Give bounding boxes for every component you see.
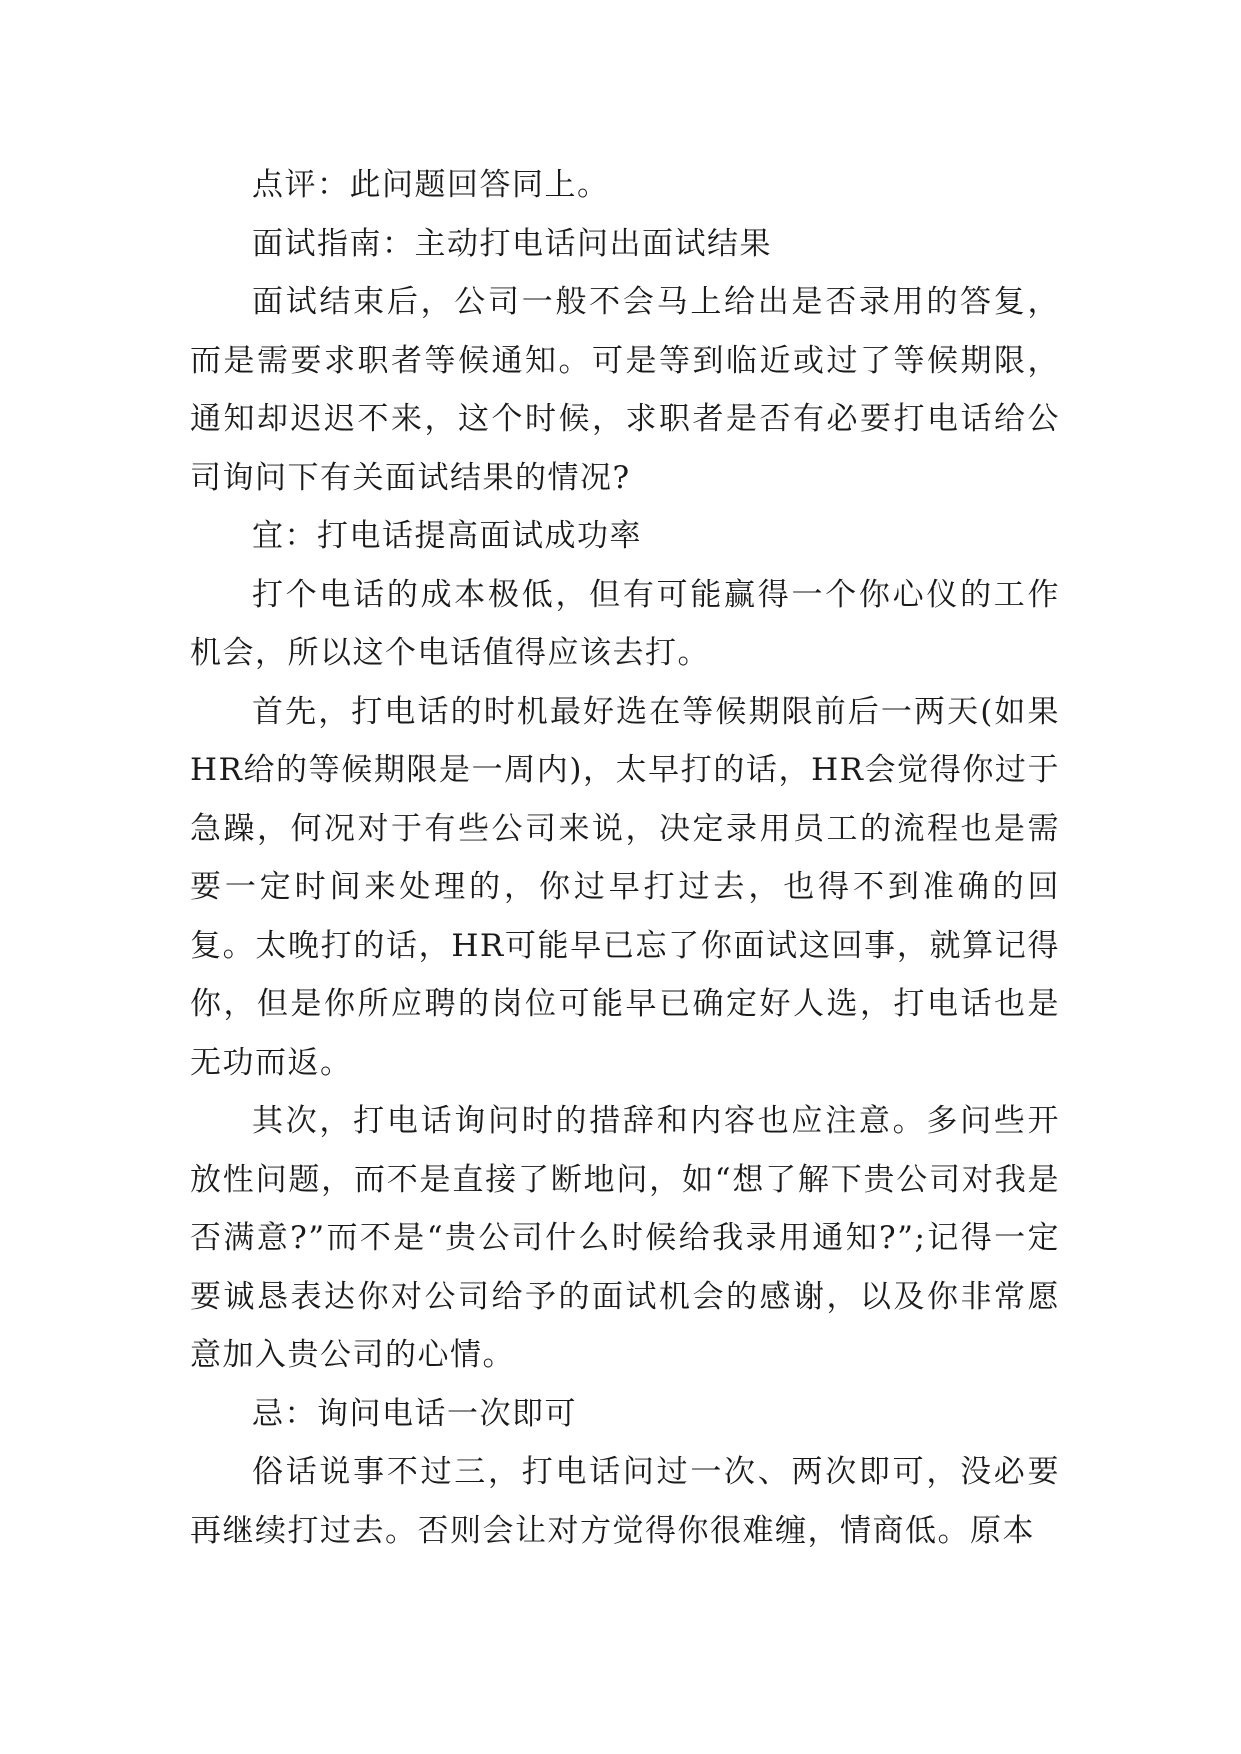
- paragraph-do-heading: 宜：打电话提高面试成功率: [252, 518, 642, 554]
- paragraph-intro: 面试结束后，公司一般不会马上给出是否录用的答复，而是需要求职者等候通知。可是等到临近或过了等候期限，通知却迟迟不来，这个时候，求职者是否有必要打电话给公司询问下有关面试结果的情况?: [190, 284, 1060, 496]
- paragraph-wording: 其次，打电话询问时的措辞和内容也应注意。多问些开放性问题，而不是直接了断地问，如“想了解下贵公司对我是否满意?”而不是“贵公司什么时候给我录用通知?”;记得一定要诚恳表达你对公司给予的面试机会的感谢，以及你非常愿意加入贵公司的心情。: [190, 1103, 1060, 1373]
- paragraph-proverb: 俗话说事不过三，打电话问过一次、两次即可，没必要再继续打过去。否则会让对方觉得你很难缠，情商低。原本: [190, 1454, 1060, 1549]
- paragraph-review: 点评：此问题回答同上。: [252, 167, 610, 203]
- paragraph-timing: 首先，打电话的时机最好选在等候期限前后一两天(如果HR给的等候期限是一周内)，太早打的话，HR会觉得你过于急躁，何况对于有些公司来说，决定录用员工的流程也是需要一定时间来处理的，你过早打过去，也得不到准确的回复。太晚打的话，HR可能早已忘了你面试这回事，就算记得你，但是你所应聘的岗位可能早已确定好人选，打电话也是无功而返。: [190, 693, 1060, 1081]
- paragraph-cost: 打个电话的成本极低，但有可能赢得一个你心仪的工作机会，所以这个电话值得应该去打。: [190, 576, 1060, 671]
- paragraph-guide-heading: 面试指南：主动打电话问出面试结果: [252, 225, 772, 262]
- paragraph-dont-heading: 忌：询问电话一次即可: [252, 1395, 577, 1432]
- document-body: [190, 156, 1060, 1560]
